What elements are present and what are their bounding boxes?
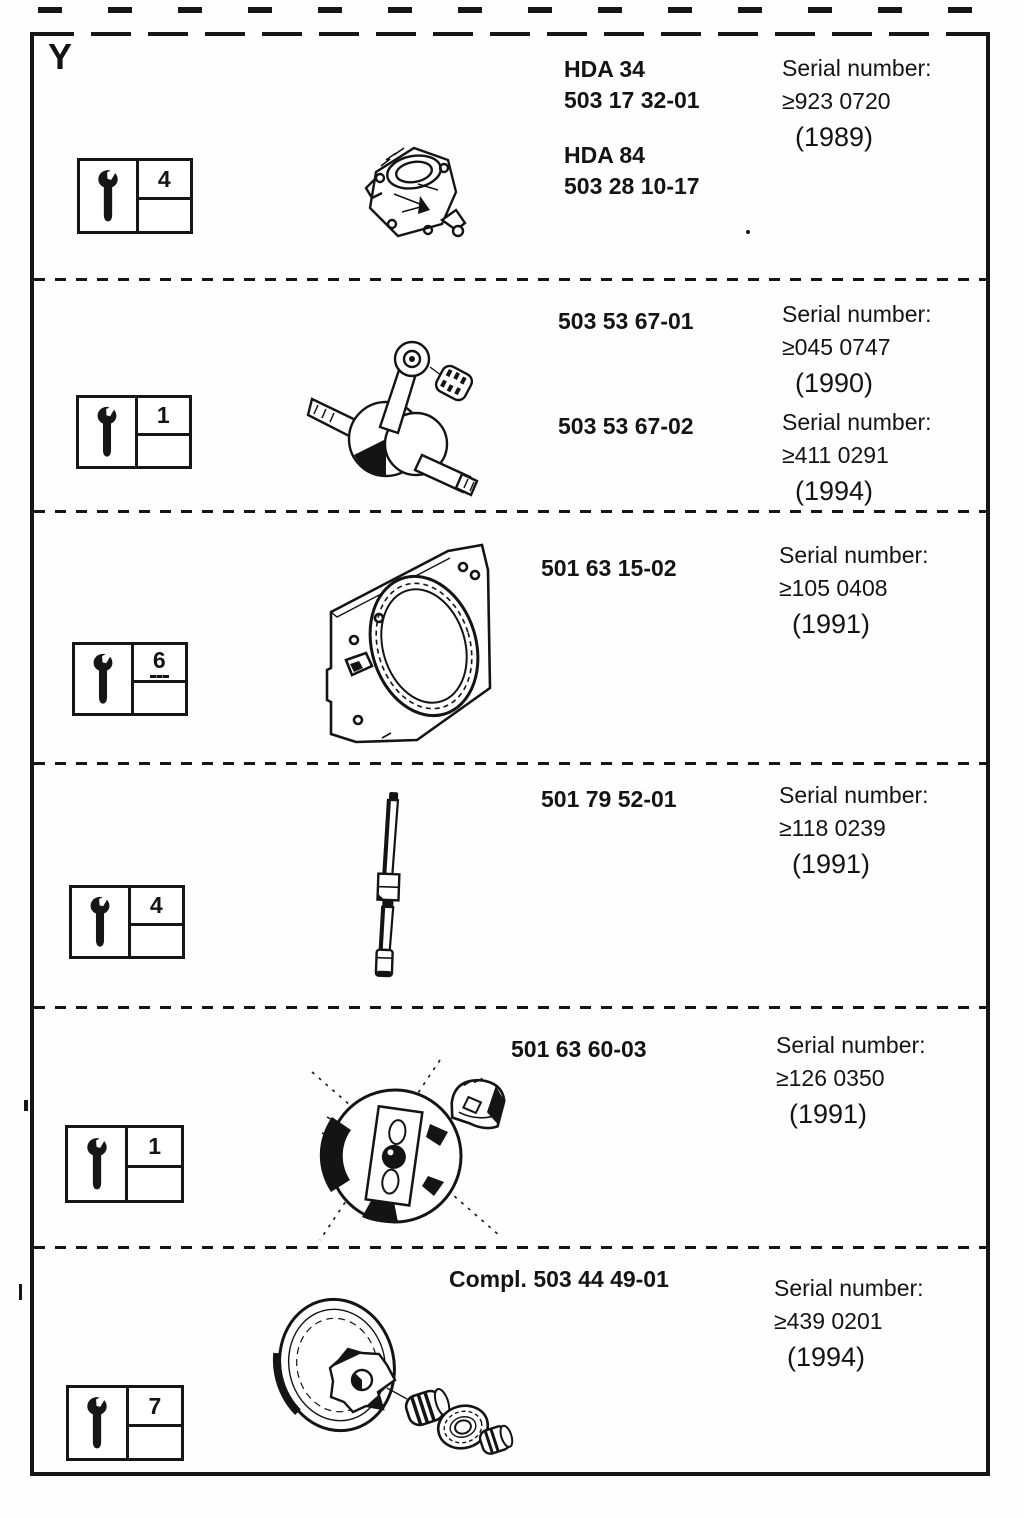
part-entry bbox=[558, 306, 694, 337]
wrench-icon bbox=[75, 645, 134, 713]
wrench-icon bbox=[68, 1128, 128, 1200]
serial-value: ≥923 0720 bbox=[782, 88, 891, 114]
part-model: HDA 84 bbox=[564, 142, 645, 168]
scan-artifact bbox=[24, 1100, 28, 1111]
tool-count-box bbox=[77, 158, 193, 234]
serial-year: (1994) bbox=[787, 1342, 866, 1372]
part-number: 501 63 15-02 bbox=[541, 555, 677, 581]
serial-block bbox=[782, 52, 932, 156]
serial-value: ≥439 0201 bbox=[774, 1308, 883, 1334]
serial-year: (1991) bbox=[789, 1099, 868, 1129]
tool-count: 1 bbox=[128, 1128, 181, 1168]
part-entry bbox=[541, 784, 677, 815]
page-frame bbox=[30, 32, 990, 1476]
part-number: 503 17 32-01 bbox=[564, 87, 700, 113]
scan-artifact bbox=[19, 1284, 22, 1300]
crankcase-plate-illustration bbox=[322, 542, 497, 747]
wrench-icon bbox=[79, 398, 138, 466]
carburetor-illustration bbox=[356, 132, 468, 250]
serial-label: Serial number: bbox=[782, 55, 932, 81]
part-entry bbox=[558, 411, 694, 442]
part-entry bbox=[564, 140, 700, 202]
serial-year: (1991) bbox=[792, 849, 871, 879]
clutch-drum-illustration bbox=[267, 1285, 515, 1460]
wrench-icon bbox=[69, 1388, 129, 1458]
wrench-icon bbox=[72, 888, 131, 956]
tool-count: 6 bbox=[134, 645, 185, 683]
part-number: 503 53 67-02 bbox=[558, 413, 694, 439]
serial-value: ≥126 0350 bbox=[776, 1065, 885, 1091]
serial-block bbox=[782, 406, 932, 510]
section-separator bbox=[34, 1006, 986, 1009]
serial-value: ≥105 0408 bbox=[779, 575, 888, 601]
page-top-border bbox=[34, 32, 986, 36]
serial-block bbox=[779, 779, 929, 883]
part-entry bbox=[511, 1034, 647, 1065]
tool-count-box bbox=[72, 642, 188, 716]
serial-block bbox=[779, 539, 929, 643]
serial-year: (1994) bbox=[795, 476, 874, 506]
part-number: 503 28 10-17 bbox=[564, 173, 700, 199]
tool-count-box bbox=[66, 1385, 184, 1461]
tool-count: 4 bbox=[131, 888, 182, 926]
part-entry bbox=[564, 54, 700, 116]
serial-label: Serial number: bbox=[776, 1032, 926, 1058]
part-model: HDA 34 bbox=[564, 56, 645, 82]
part-entry bbox=[449, 1264, 669, 1295]
section-separator bbox=[34, 510, 986, 513]
part-entry bbox=[541, 553, 677, 584]
serial-label: Serial number: bbox=[782, 409, 932, 435]
serial-year: (1991) bbox=[792, 609, 871, 639]
serial-year: (1989) bbox=[795, 122, 874, 152]
serial-block bbox=[782, 298, 932, 402]
tool-count-box bbox=[65, 1125, 184, 1203]
tool-count: 4 bbox=[139, 161, 190, 200]
part-number: Compl. 503 44 49-01 bbox=[449, 1266, 669, 1292]
drive-rod-illustration bbox=[364, 790, 414, 980]
tool-count: 7 bbox=[129, 1388, 181, 1427]
part-number: 501 63 60-03 bbox=[511, 1036, 647, 1062]
corner-label: Y bbox=[48, 36, 74, 77]
serial-label: Serial number: bbox=[782, 301, 932, 327]
serial-value: ≥118 0239 bbox=[779, 815, 886, 841]
serial-label: Serial number: bbox=[774, 1275, 924, 1301]
section-separator bbox=[34, 762, 986, 765]
serial-value: ≥411 0291 bbox=[782, 442, 889, 468]
part-number: 503 53 67-01 bbox=[558, 308, 694, 334]
section-separator bbox=[34, 278, 986, 281]
scan-edge-dashes bbox=[38, 7, 978, 13]
scan-artifact bbox=[746, 230, 750, 234]
tool-count: 1 bbox=[138, 398, 189, 436]
serial-block bbox=[774, 1272, 924, 1376]
serial-year: (1990) bbox=[795, 368, 874, 398]
serial-label: Serial number: bbox=[779, 542, 929, 568]
clutch-assembly-illustration bbox=[302, 1054, 507, 1244]
serial-block bbox=[776, 1029, 926, 1133]
serial-label: Serial number: bbox=[779, 782, 929, 808]
section-separator bbox=[34, 1246, 986, 1249]
tool-count-box bbox=[76, 395, 192, 469]
wrench-icon bbox=[80, 161, 139, 231]
crankshaft-illustration bbox=[306, 327, 482, 503]
tool-count-box bbox=[69, 885, 185, 959]
part-number: 501 79 52-01 bbox=[541, 786, 677, 812]
serial-value: ≥045 0747 bbox=[782, 334, 891, 360]
